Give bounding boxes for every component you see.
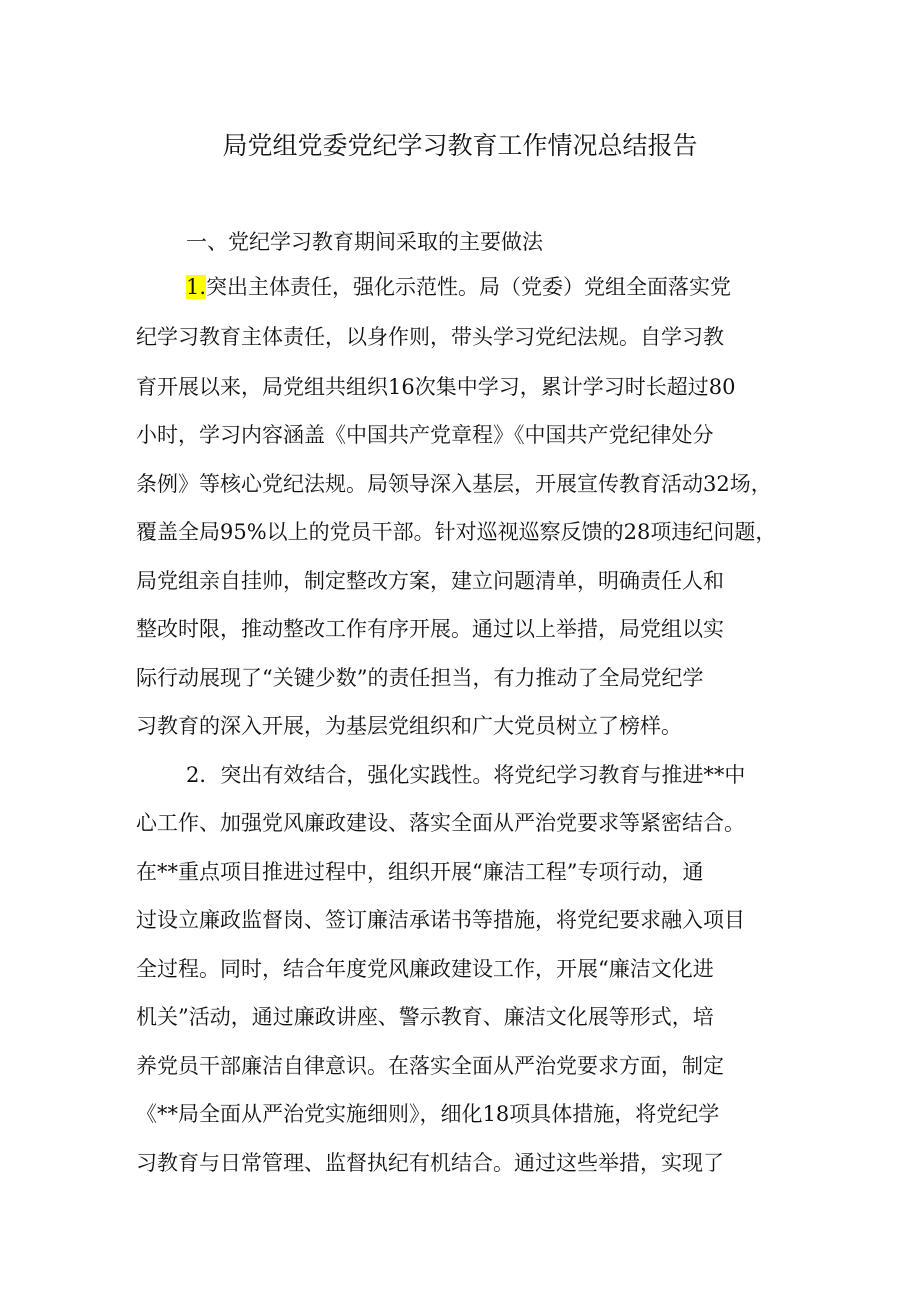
paragraph1-line-10: 习教育的深入开展，为基层党组织和广大党员树立了榜样。 — [136, 714, 682, 738]
paragraph2-line-3: 在**重点项目推进过程中，组织开展“廉洁工程”专项行动，通 — [136, 860, 704, 884]
document-title: 局党组党委党纪学习教育工作情况总结报告 — [222, 131, 698, 160]
paragraph1-line-2: 纪学习教育主体责任，以身作则，带头学习党纪法规。自学习教 — [136, 325, 724, 349]
paragraph1-line-7: 局党组亲自挂帅，制定整改方案，建立问题清单，明确责任人和 — [136, 569, 724, 593]
paragraph1-line-9: 际行动展现了“关键少数”的责任担当，有力推动了全局党纪学 — [136, 666, 704, 690]
paragraph2-line-8: 《**局全面从严治党实施细则》，细化18项具体措施，将党纪学 — [136, 1102, 720, 1126]
paragraph2-line-1: 2．突出有效结合，强化实践性。将党纪学习教育与推进**中 — [186, 763, 746, 787]
paragraph1-line-4: 小时，学习内容涵盖《中国共产党章程》《中国共产党纪律处分 — [136, 423, 714, 447]
section-heading: 一、党纪学习教育期间采取的主要做法 — [186, 230, 543, 254]
paragraph1-line-1 — [186, 272, 796, 302]
paragraph2-line-9: 习教育与日常管理、监督执纪有机结合。通过这些举措，实现了 — [136, 1151, 724, 1175]
paragraph1-number: 1. — [186, 275, 207, 299]
paragraph2-line-7: 养党员干部廉洁自律意识。在落实全面从严治党要求方面，制定 — [136, 1054, 724, 1078]
paragraph2-line-6: 机关”活动，通过廉政讲座、警示教育、廉洁文化展等形式，培 — [136, 1005, 714, 1029]
paragraph1-line-3: 育开展以来，局党组共组织16次集中学习，累计学习时长超过80 — [136, 375, 736, 399]
paragraph2-line-2: 心工作、加强党风廉政建设、落实全面从严治党要求等紧密结合。 — [136, 811, 745, 835]
paragraph1-line-8: 整改时限，推动整改工作有序开展。通过以上举措，局党组以实 — [136, 617, 724, 641]
paragraph2-line-5: 全过程。同时，结合年度党风廉政建设工作，开展“廉洁文化进 — [136, 957, 714, 981]
paragraph1-line-6: 覆盖全局95%以上的党员干部。针对巡视巡察反馈的28项违纪问题， — [136, 520, 777, 544]
paragraph2-line-4: 过设立廉政监督岗、签订廉洁承诺书等措施，将党纪要求融入项目 — [136, 908, 745, 932]
paragraph1-line-1-text: 突出主体责任，强化示范性。局（党委）党组全面落实党 — [206, 275, 732, 299]
paragraph1-line-5: 条例》等核心党纪法规。局领导深入基层，开展宣传教育活动32场， — [136, 472, 772, 496]
